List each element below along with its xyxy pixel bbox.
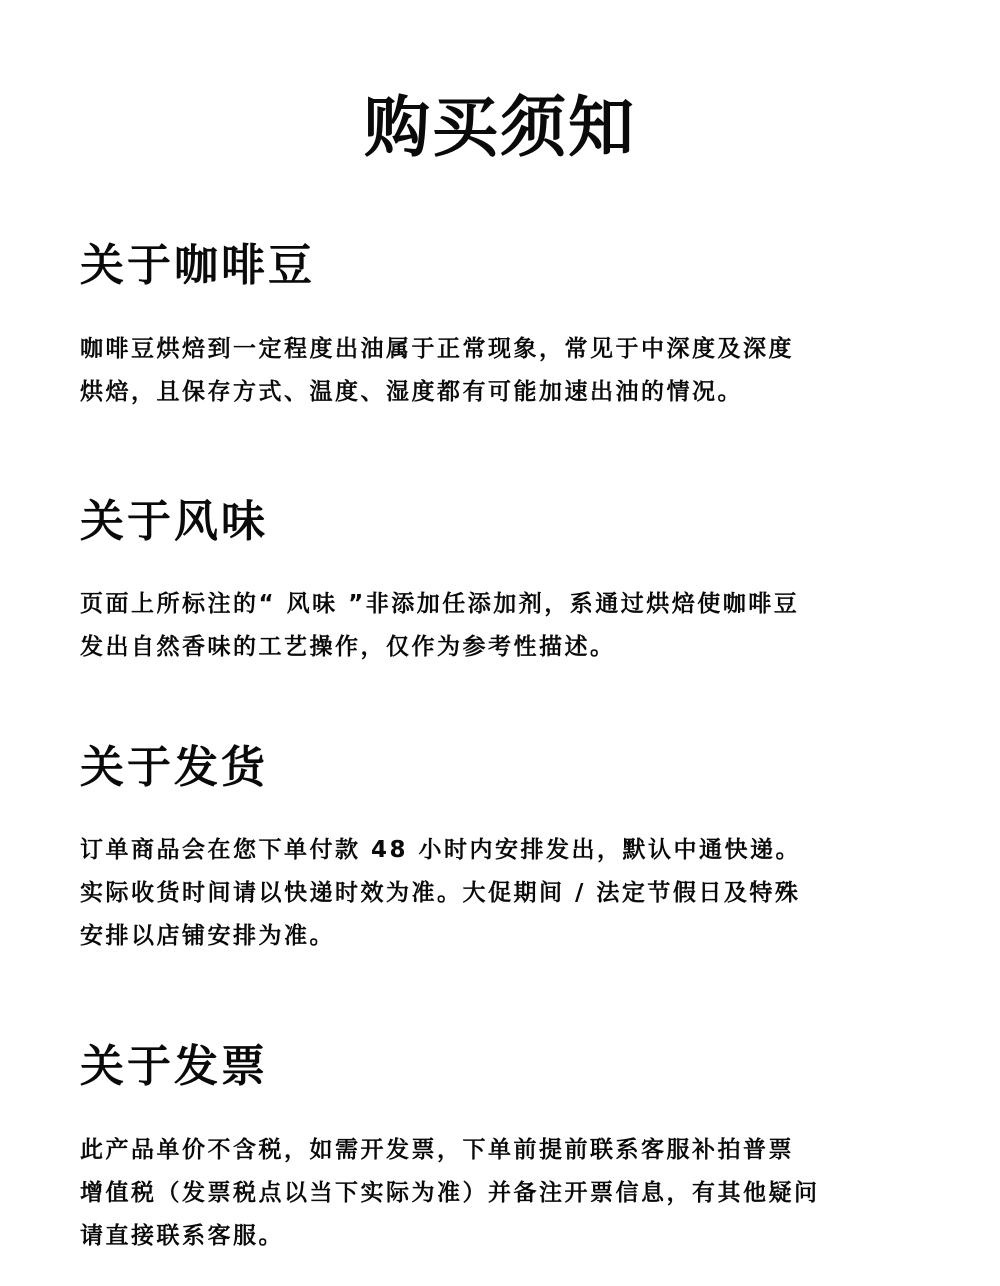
- body-line: 请直接联系客服。: [80, 1223, 284, 1249]
- body-line: 烘焙，且保存方式、温度、湿度都有可能加速出油的情况。: [80, 379, 743, 405]
- section-body-coffee-beans: [80, 328, 940, 414]
- body-line: 咖啡豆烘焙到一定程度出油属于正常现象，常见于中深度及深度: [80, 336, 794, 362]
- section-heading-flavor: 关于风味: [80, 496, 268, 547]
- section-heading-invoice: 关于发票: [80, 1041, 268, 1092]
- body-line: 页面上所标注的“ 风味 ”非添加任添加剂，系通过烘焙使咖啡豆: [80, 591, 800, 617]
- body-line: 安排以店铺安排为准。: [80, 923, 335, 949]
- body-line: 订单商品会在您下单付款 48 小时内安排发出，默认中通快递。: [80, 837, 802, 863]
- section-heading-coffee-beans: 关于咖啡豆: [80, 240, 315, 291]
- page-title: 购买须知: [364, 89, 636, 166]
- section-heading-shipping: 关于发货: [80, 742, 268, 793]
- body-line: 增值税（发票税点以当下实际为准）并备注开票信息，有其他疑问: [80, 1180, 820, 1206]
- body-line: 此产品单价不含税，如需开发票，下单前提前联系客服补拍普票: [80, 1137, 794, 1163]
- section-body-shipping: [80, 829, 940, 958]
- section-body-flavor: [80, 583, 940, 669]
- body-line: 实际收货时间请以快递时效为准。大促期间 / 法定节假日及特殊: [80, 880, 801, 906]
- body-line: 发出自然香味的工艺操作，仅作为参考性描述。: [80, 634, 616, 660]
- section-body-invoice: [80, 1129, 940, 1258]
